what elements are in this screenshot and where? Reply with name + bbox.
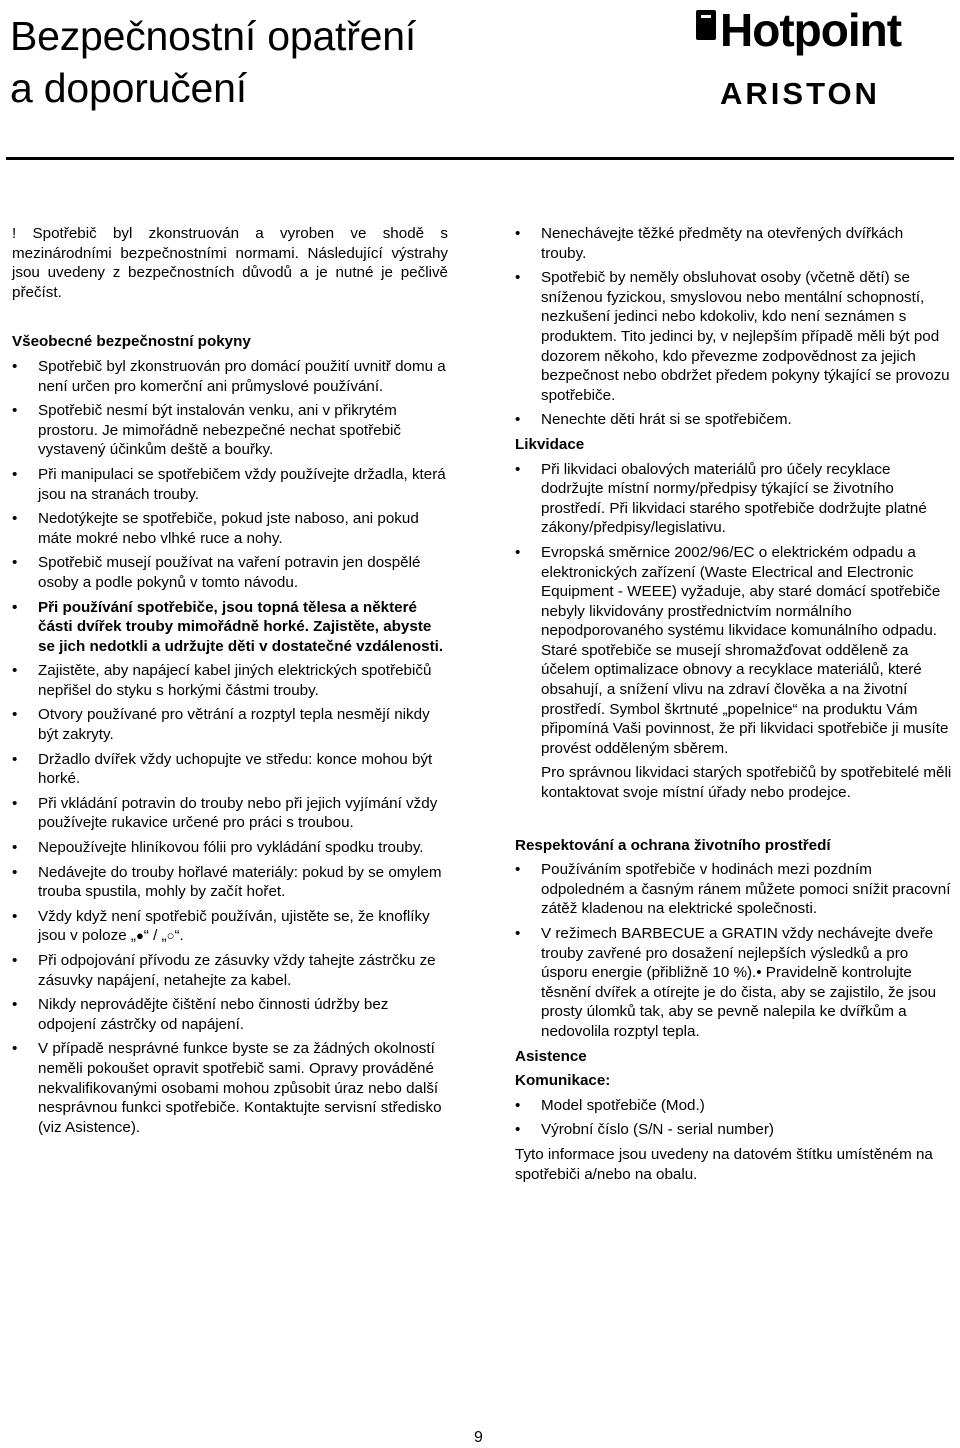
bullet: •: [12, 598, 18, 616]
right-column: [515, 224, 952, 1184]
list-item: • Při manipulaci se spotřebičem vždy používejte držadla, která jsou na stranách trouby.: [12, 465, 446, 503]
assistance-heading: Asistence: [515, 1047, 587, 1065]
disposal-heading: Likvidace: [515, 435, 585, 453]
bullet: •: [12, 996, 18, 1014]
list-item: • Spotřebič byl zkonstruován pro domácí použití uvnitř domu a není určen pro komerční ani průmyslové používání.: [12, 357, 446, 395]
list-item: • Model spotřebiče (Mod.): [515, 1096, 705, 1114]
bullet: •: [12, 706, 18, 724]
logo-sub: ARISTON: [720, 76, 880, 111]
header-divider: [6, 157, 954, 160]
list-item: • Nedávejte do trouby hořlavé materiály: pokud by se omylem trouba spustila, mohly by začít hořet.: [12, 863, 442, 901]
list-item: • Výrobní číslo (S/N - serial number): [515, 1121, 774, 1139]
bullet: •: [12, 952, 18, 969]
bullet: •: [12, 794, 18, 812]
bullet: •: [12, 662, 18, 680]
bullet: •: [12, 357, 18, 375]
bullet: •: [515, 225, 521, 242]
list-item: • Nepoužívejte hliníkovou fólii pro vykládání spodku trouby.: [12, 839, 424, 857]
knob-on-symbol: ●: [135, 928, 144, 944]
page-number: 9: [474, 1429, 483, 1446]
knob-off-symbol: ○: [166, 928, 175, 944]
bullet: •: [515, 543, 521, 561]
bullet: •: [515, 1121, 521, 1139]
list-item: • Otvory používané pro větrání a rozptyl tepla nesmějí nikdy být zakryty.: [12, 706, 430, 744]
general-safety-heading: Všeobecné bezpečnostní pokyny: [12, 333, 251, 351]
bullet: •: [12, 465, 18, 483]
hotpoint-ariston-logo: [696, 4, 916, 112]
communication-list: [515, 1096, 952, 1140]
bullet: •: [12, 750, 18, 768]
list-item: • Držadlo dvířek vždy uchopujte ve středu: konce mohou být horké.: [12, 750, 433, 788]
logo-brand: Hotpoint: [720, 4, 902, 56]
bullet: •: [515, 411, 521, 429]
bullet: •: [515, 861, 521, 879]
bullet: •: [515, 269, 521, 287]
disposal-list: [515, 460, 952, 759]
list-item: • Nenechte děti hrát si se spotřebičem.: [515, 411, 792, 429]
communication-heading: Komunikace:: [515, 1072, 611, 1090]
list-item: • Evropská směrnice 2002/96/EC o elektrickém odpadu a elektronických zařízení (Waste Electrical and Electronic Equipment - WEEE) vyžaduje, aby staré domácí spotřebiče nebyly likvidovány prostřednictvím normálního nepodporovaného systému likvidace komunálního odpadu. Staré spotřebiče se musejí shromažďovat odděleně za účelem optimalizace obnovy a recyklace materiálů, které obsahují, a snížení vlivu na zdraví člověka a na životní prostředí. Symbol škrtnuté „popelnice“ na produktu Vám připomíná Vaši povinnost, že při likvidaci spotřebiče ji musíte provést odděleným sběrem.: [515, 543, 949, 757]
bullet: •: [12, 839, 18, 857]
environment-list: [515, 860, 952, 1041]
list-item: • Při likvidaci obalových materiálů pro účely recyklace dodržujte místní normy/předpisy týkající se životního prostředí. Při likvidaci starého spotřebiče dodržujte platné zákony/předpisy/legislativu.: [515, 460, 927, 537]
list-item: • Při odpojování přívodu ze zásuvky vždy tahejte zástrčku ze zásuvky napájení, netahejte za kabel.: [12, 952, 436, 989]
list-item: • Při vkládání potravin do trouby nebo při jejich vyjímání vždy používejte rukavice určené pro práci s troubou.: [12, 794, 438, 832]
brand-mark-icon: [696, 10, 716, 40]
list-item: • Spotřebič nesmí být instalován venku, ani v přikrytém prostoru. Je mimořádně nebezpečné nechat spotřebič vystavený účinkům deště a bouřky.: [12, 402, 402, 459]
title-line-2: a doporučení: [10, 65, 247, 111]
additional-safety-list: [515, 224, 952, 430]
list-item: • V případě nesprávné funkce byste se za žádných okolností neměli pokoušet opravit spotřebič sami. Opravy prováděné nekvalifikovanými osobami mohou způsobit úraz nebo další nesprávnou funkci spotřebiče. Kontaktujte servisní středisko (viz Asistence).: [12, 1040, 442, 1136]
page-title: [10, 10, 416, 114]
bullet: •: [12, 1040, 18, 1058]
title-line-1: Bezpečnostní opatření: [10, 13, 417, 59]
intro-warning: ! Spotřebič byl zkonstruován a vyroben ve shodě s mezinárodními bezpečnostními normami. Následující výstrahy jsou uvedeny z bezpečnostních důvodů a je nutné je pečlivě přečíst.: [12, 225, 448, 301]
general-safety-list: [12, 357, 448, 1137]
bullet: •: [515, 460, 521, 478]
list-item: • Spotřebič by neměly obsluhovat osoby (včetně dětí) se sníženou fyzickou, smyslovou nebo mentální schopností, nezkušení jedinci nebo kdokoliv, kdo není seznámen s produktem. Tito jedinci by, v nejlepším případě měli být pod dozorem někoho, kdo převezme zodpovědnost za jejich bezpečnost nebo obdržet předem pokyny týkající se provozu spotřebiče.: [515, 269, 950, 404]
bullet: •: [12, 554, 18, 572]
list-item: • Spotřebič musejí používat na vaření potravin jen dospělé osoby a podle pokynů v tomto návodu.: [12, 554, 421, 591]
list-item: • Používáním spotřebiče v hodinách mezi pozdním odpoledném a časným ránem můžete pomoci snížit pracovní zátěž kladenou na elektrické společnosti.: [515, 861, 951, 918]
disposal-extra: Pro správnou likvidaci starých spotřebičů by spotřebitelé měli kontaktovat svoje místní úřady nebo prodejce.: [541, 764, 952, 802]
environment-heading: Respektování a ochrana životního prostředí: [515, 836, 831, 854]
bullet: •: [12, 510, 18, 528]
bullet: •: [515, 1096, 521, 1114]
bullet: •: [12, 863, 18, 881]
closing-note: Tyto informace jsou uvedeny na datovém štítku umístěném na spotřebiči a/nebo na obalu.: [515, 1145, 933, 1183]
list-item: • Nikdy neprovádějte čištění nebo činnosti údržby bez odpojení zástrčky od napájení.: [12, 996, 389, 1033]
list-item: • V režimech BARBECUE a GRATIN vždy nechávejte dveře trouby zavřené pro dosažení nejlepších výsledků a pro úsporu energie (přibližně 10 %).• Pravidelně kontrolujte těsnění dvířek a otírejte je do čista, aby se zajistilo, že jsou prosty úlomků tak, aby se pevně nalepila ke dvířkům a nedovolila rozptyl tepla.: [515, 925, 937, 1040]
list-item-knobs: • Vždy když není spotřebič používán, ujistěte se, že knoflíky jsou v poloze „●“ / „○“.: [12, 907, 430, 945]
bullet: •: [12, 402, 18, 420]
list-item: • Nenechávejte těžké předměty na otevřených dvířkách trouby.: [515, 225, 904, 262]
bullet: •: [515, 925, 521, 942]
bullet: •: [12, 907, 18, 925]
list-item: • Zajistěte, aby napájecí kabel jiných elektrických spotřebičů nepřišel do styku s horkými částmi trouby.: [12, 662, 432, 699]
left-column: [12, 224, 448, 1142]
list-item-hot-warning: • Při používání spotřebiče, jsou topná tělesa a některé části dvířek trouby mimořádně horké. Zajistěte, abyste se jich nedotkli a udržujte děti v dostatečné vzdálenosti.: [12, 598, 444, 655]
list-item: • Nedotýkejte se spotřebiče, pokud jste naboso, ani pokud máte mokré nebo vlhké ruce a nohy.: [12, 510, 419, 547]
